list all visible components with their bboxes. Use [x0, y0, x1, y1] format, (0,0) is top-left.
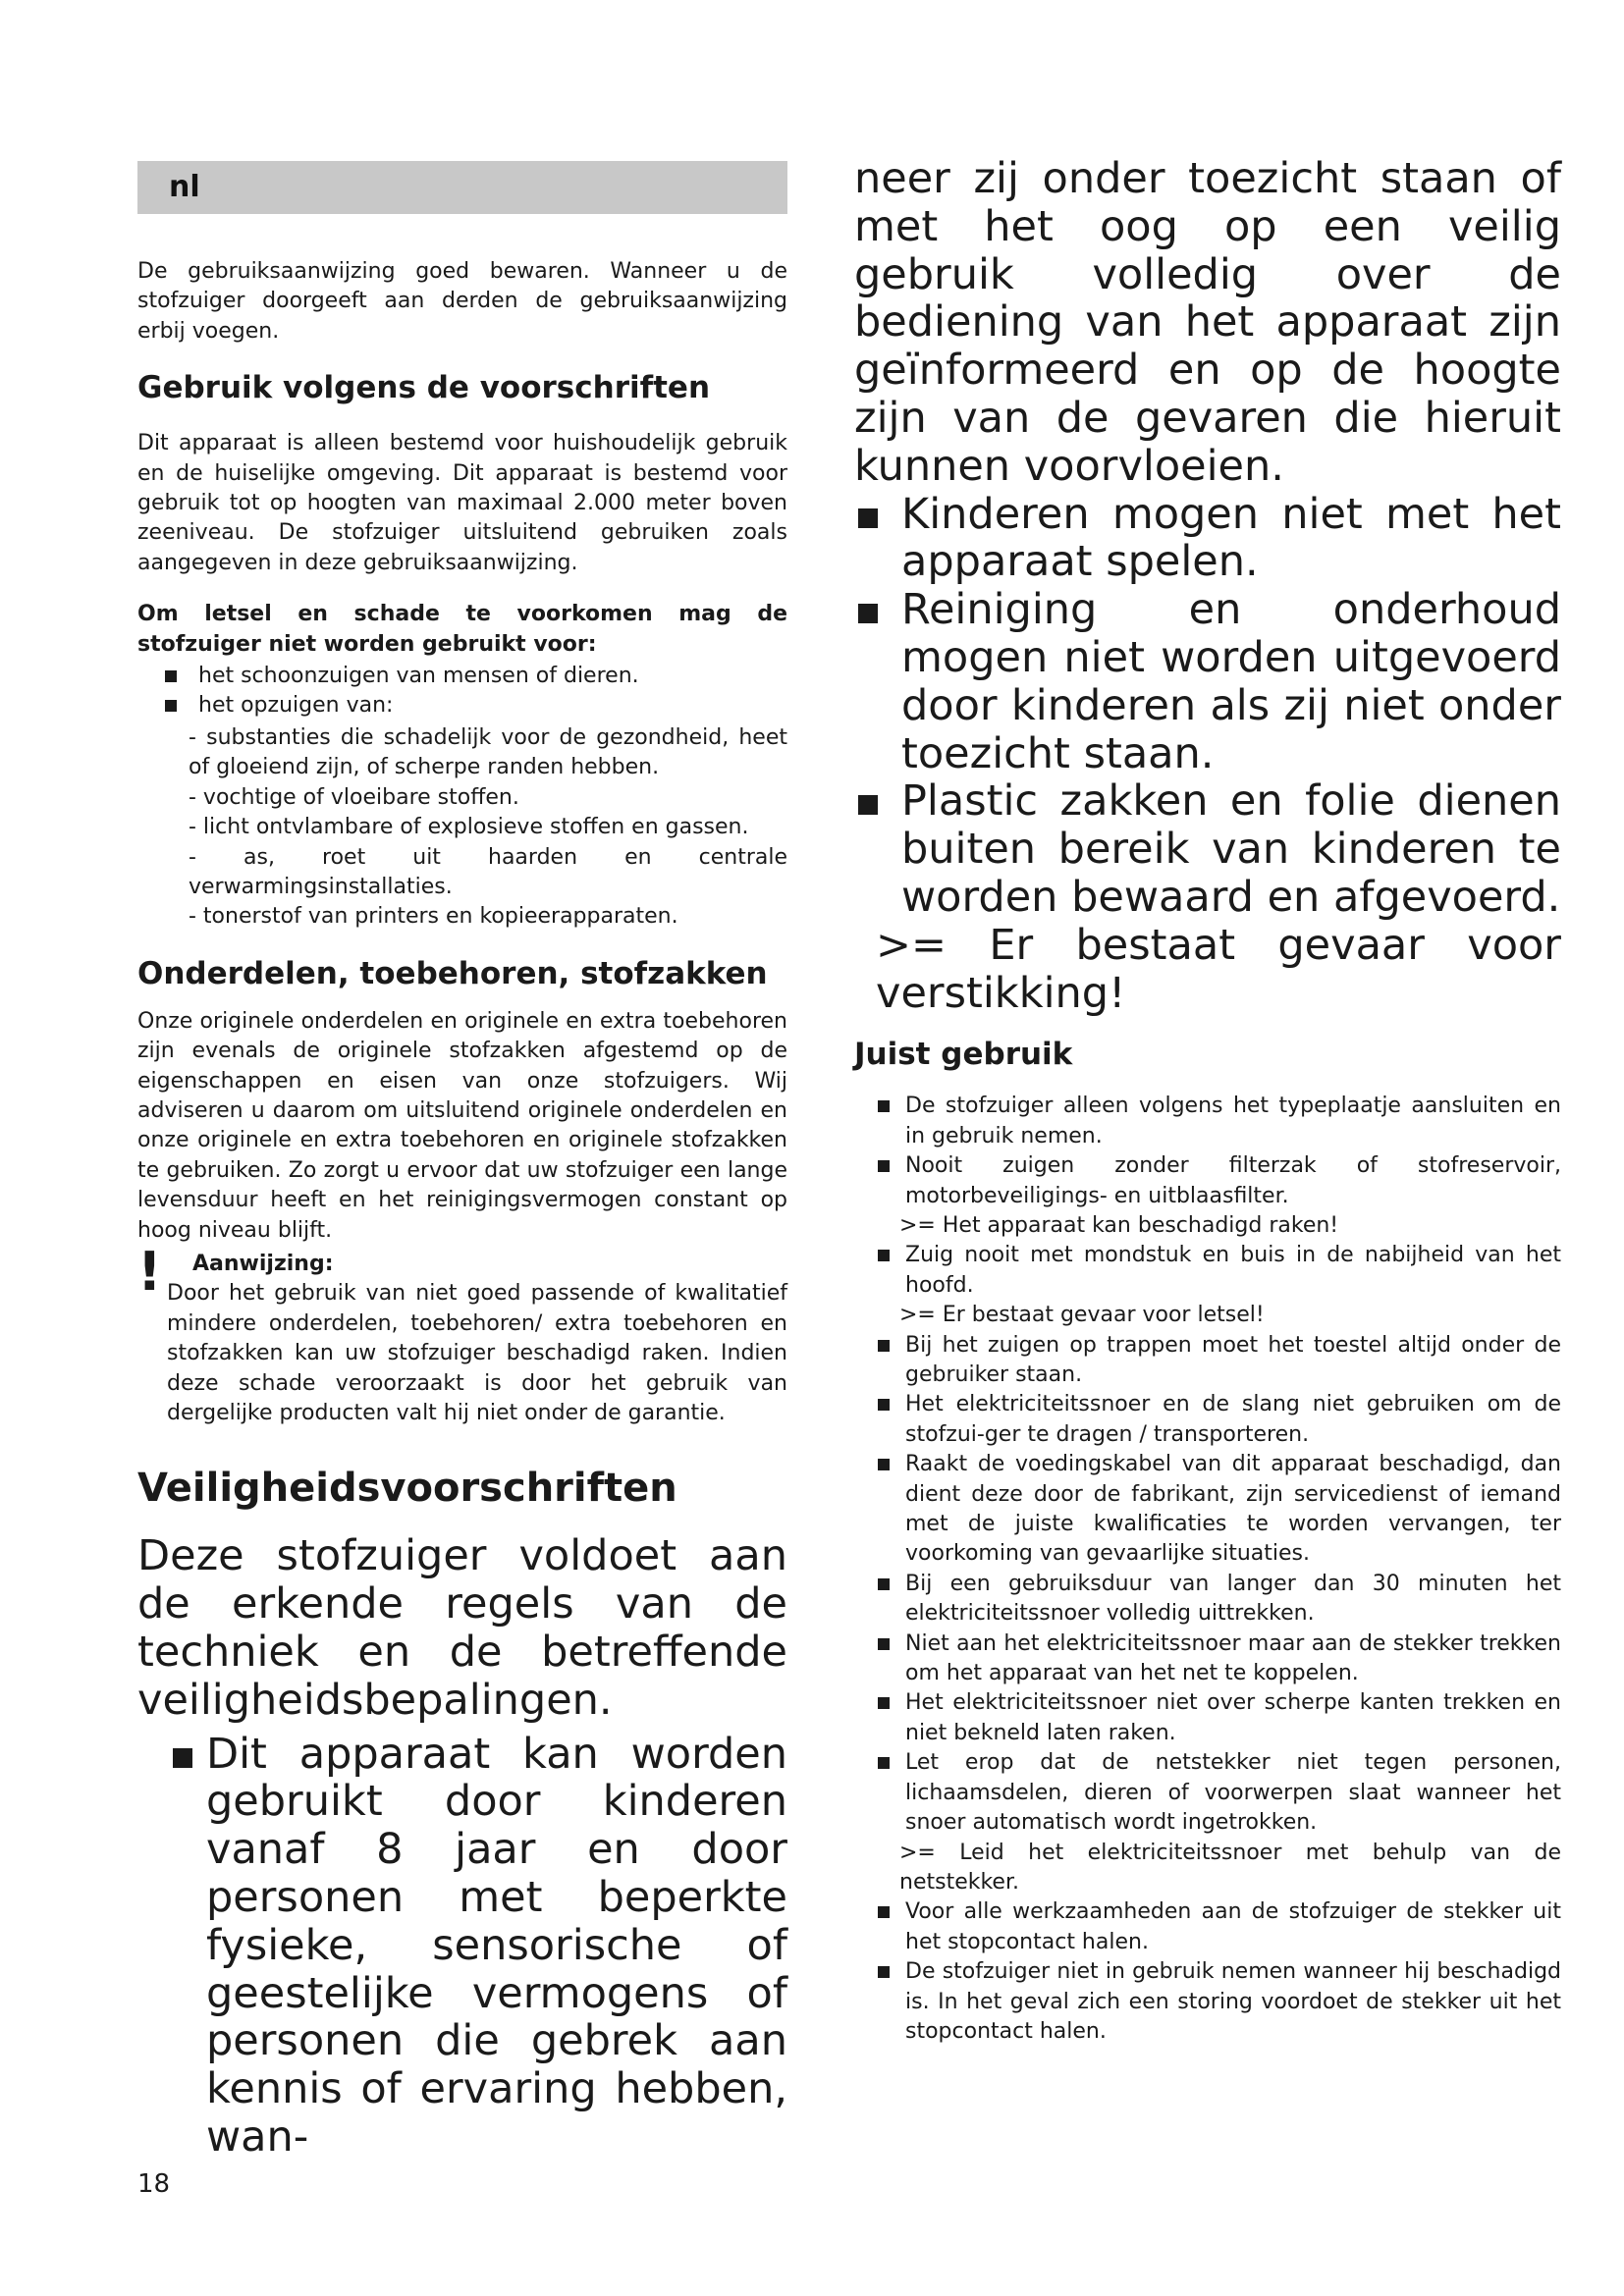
list-item-text: De stofzuiger niet in gebruik nemen wanneer hij beschadigd is. In het geval zich een storing voordoet de stekker uit het stopcontact halen.	[905, 1959, 1561, 2044]
list-item	[854, 1390, 1561, 1450]
intended-use-body: Dit apparaat is alleen bestemd voor huishoudelijk gebruik en de huiselijke omgeving. Dit apparaat is bestemd voor gebruik tot op hoogten van maximaal 2.000 meter boven zeeniveau. De stofzuiger uitsluitend gebruiken zoals aangegeven in deze gebruiksaanwijzing.	[137, 431, 787, 575]
bullet-square-icon	[878, 1697, 890, 1709]
list-item	[854, 1331, 1561, 1391]
list-item-text: Bij een gebruiksduur van langer dan 30 minuten het elektriciteitssnoer volledig uittrekken.	[905, 1571, 1561, 1627]
section-title-intended-use: Gebruik volgens de voorschriften	[137, 370, 711, 406]
suffocation-warning: >= Er bestaat gevaar voor verstikking!	[876, 920, 1561, 1018]
list-item	[854, 1092, 1561, 1151]
big-bullet-text: Kinderen mogen niet met het apparaat spelen.	[901, 489, 1561, 587]
list-item: - as, roet uit haarden en centrale verwarmingsinstallaties.	[189, 844, 787, 899]
section-title-safety: Veiligheidsvoorschriften	[137, 1466, 677, 1512]
parts-body: Onze originele onderdelen en originele en extra toebehoren zijn evenals de originele stofzakken afgestemd op de eigenschappen en eisen van onze stofzuigers. Wij adviseren u daarom om uitsluitend originele onderdelen en onze originele en extra toebehoren en originele stofzakken te gebruiken. Zo zorgt u ervoor dat uw stofzuiger een lange levensduur heeft en het reinigingsvermogen constant op hoog niveau blijft.	[137, 1008, 787, 1243]
list-item-text: Raakt de voedingskabel van dit apparaat beschadigd, dan dient deze door de fabrikant, zijn servicedienst of iemand met de juiste kwalificaties te worden vervangen, ter voorkoming van gevaarlijke situaties.	[905, 1452, 1561, 1567]
bullet-square-icon	[878, 1340, 890, 1352]
bullet-square-icon	[173, 1748, 192, 1768]
bullet-square-icon	[858, 795, 878, 815]
exclamation-icon: !	[137, 1240, 162, 1303]
list-item-text: Nooit zuigen zonder filterzak of stofreservoir, motorbeveiligings- en uitblaasfilter.	[905, 1153, 1561, 1208]
list-item-text: Let erop dat de netstekker niet tegen personen, lichaamsdelen, dieren of voorwerpen slaat wanneer het snoer automatisch wordt ingetrokken.	[905, 1750, 1561, 1836]
list-item-text: Het elektriciteitssnoer niet over scherpe kanten trekken en niet bekneld laten raken.	[905, 1690, 1561, 1745]
list-item	[854, 1629, 1561, 1689]
list-item-warning: >= Het apparaat kan beschadigd raken!	[899, 1212, 1339, 1238]
bullet-square-icon	[878, 1250, 890, 1261]
right-column	[854, 155, 1561, 2047]
bullet-square-icon	[858, 604, 878, 623]
substance-list	[137, 723, 787, 933]
big-bullet-text: Reiniging en onderhoud mogen niet worden uitgevoerd door kinderen als zij niet onder toezicht staan.	[901, 585, 1561, 778]
bullet-square-icon	[878, 1459, 890, 1470]
list-item	[854, 1450, 1561, 1570]
list-item	[854, 1241, 1561, 1301]
list-item: - tonerstof van printers en kopieerapparaten.	[189, 904, 678, 930]
bullet-square-icon	[878, 1966, 890, 1978]
bullet-square-icon	[165, 700, 177, 712]
list-item	[137, 662, 787, 691]
list-item	[854, 1957, 1561, 2047]
bullet-square-icon	[878, 1638, 890, 1650]
big-bullet-text: Plastic zakken en folie dienen buiten bereik van kinderen te worden bewaard en afgevoerd.	[901, 776, 1561, 922]
bullet-square-icon	[858, 508, 878, 528]
injury-warning-heading: Om letsel en schade te voorkomen mag de stofzuiger niet worden gebruikt voor:	[137, 602, 787, 657]
bullet-text: het schoonzuigen van mensen of dieren.	[198, 664, 639, 689]
page-number: 18	[137, 2169, 171, 2199]
list-item-text: Zuig nooit met mondstuk en buis in de nabijheid van het hoofd.	[905, 1243, 1561, 1298]
note-text: Door het gebruik van niet goed passende of kwalitatief mindere onderdelen, toebehoren/ extra toebehoren en stofzakken kan uw stofzuiger beschadigd raken. Indien deze schade veroorzaakt is door het gebruik van dergelijke producten valt hij niet onder de garantie.	[167, 1281, 787, 1425]
safety-intro: Deze stofzuiger voldoet aan de erkende regels van de techniek en de betreffende veiligheidsbepalingen.	[137, 1531, 787, 1725]
list-item	[854, 1897, 1561, 1957]
section-title-correct-use: Juist gebruik	[854, 1037, 1073, 1073]
list-item: - licht ontvlambare of explosieve stoffen en gassen.	[189, 815, 749, 840]
list-item	[854, 586, 1561, 777]
section-title-parts: Onderdelen, toebehoren, stofzakken	[137, 955, 768, 991]
list-item	[854, 491, 1561, 587]
bullet-text: het opzuigen van:	[198, 693, 394, 719]
note-label: Aanwijzing:	[192, 1251, 334, 1276]
note-block	[137, 1240, 787, 1428]
bullet-square-icon	[878, 1757, 890, 1769]
correct-use-list	[854, 1092, 1561, 2047]
bullet-square-icon	[878, 1578, 890, 1590]
list-item-text: Het elektriciteitssnoer en de slang niet gebruiken om de stofzui-ger te dragen / transporteren.	[905, 1392, 1561, 1447]
language-code: nl	[169, 170, 200, 204]
list-item-warning: >= Er bestaat gevaar voor letsel!	[899, 1303, 1265, 1328]
continuation-text: neer zij onder toezicht staan of met het oog op een veilig gebruik volledig over de bediening van het apparaat zijn geïnformeerd en op de hoogte zijn van de gevaren die hieruit kunnen voorvloeien.	[854, 154, 1561, 491]
bullet-square-icon	[878, 1160, 890, 1172]
list-item-text: Bij het zuigen op trappen moet het toestel altijd onder de gebruiker staan.	[905, 1332, 1561, 1387]
list-item	[854, 777, 1561, 921]
list-item-text: Niet aan het elektriciteitssnoer maar aan de stekker trekken om het apparaat van het net te koppelen.	[905, 1630, 1561, 1686]
list-item	[854, 1688, 1561, 1748]
bullet-square-icon	[165, 670, 177, 682]
children-use-text: Dit apparaat kan worden gebruikt door kinderen vanaf 8 jaar en door personen met beperkte fysieke, sensorische of geestelijke vermogens of personen die gebrek aan kennis of ervaring hebben, wan-	[206, 1729, 787, 2162]
bullet-square-icon	[878, 1100, 890, 1112]
left-column	[137, 161, 787, 2162]
list-item-text: De stofzuiger alleen volgens het typeplaatje aansluiten en in gebruik nemen.	[905, 1094, 1561, 1148]
intro-text: De gebruiksaanwijzing goed bewaren. Wanneer u de stofzuiger doorgeeft aan derden de gebruiksaanwijzing erbij voegen.	[137, 259, 787, 344]
list-item-warning: >= Leid het elektriciteitssnoer met behulp van de netstekker.	[899, 1840, 1561, 1895]
list-item	[854, 1151, 1561, 1211]
list-item-text: Voor alle werkzaamheden aan de stofzuiger de stekker uit het stopcontact halen.	[905, 1899, 1561, 1954]
list-item: - substanties die schadelijk voor de gezondheid, heet of gloeiend zijn, of scherpe randen hebben.	[189, 724, 787, 780]
list-item	[137, 691, 787, 721]
bullet-square-icon	[878, 1906, 890, 1918]
list-item	[137, 1731, 787, 2162]
bullet-square-icon	[878, 1399, 890, 1411]
list-item: - vochtige of vloeibare stoffen.	[189, 784, 519, 810]
list-item	[854, 1748, 1561, 1838]
list-item	[854, 1570, 1561, 1629]
